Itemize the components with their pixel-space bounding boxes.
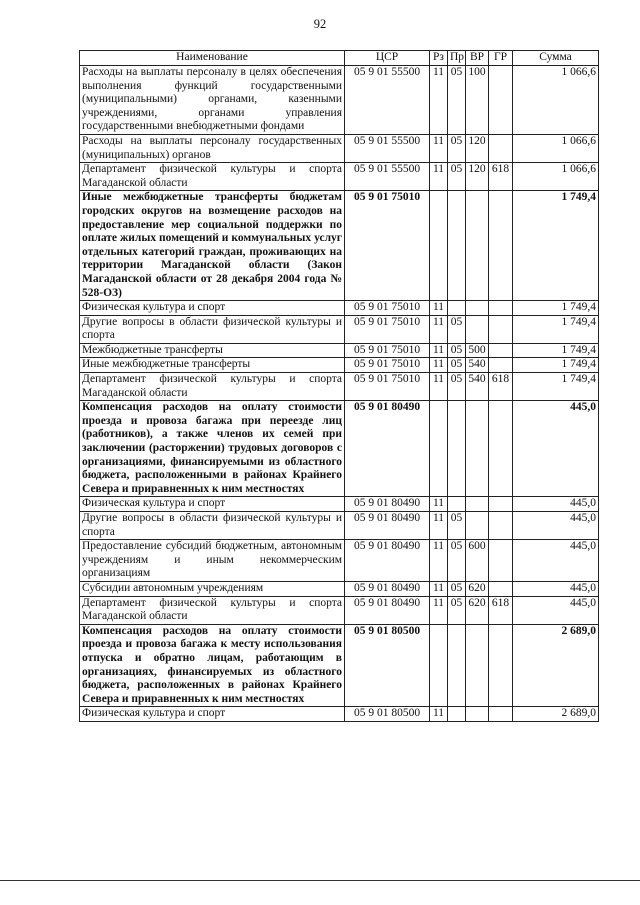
footer-rule	[0, 880, 640, 881]
cell-gr	[489, 301, 513, 316]
cell-sum: 1 749,4	[513, 358, 599, 373]
cell-sum: 1 066,6	[513, 66, 599, 135]
cell-pr: 05	[448, 315, 466, 343]
cell-rz	[430, 191, 448, 301]
cell-pr: 05	[448, 358, 466, 373]
cell-vr: 120	[466, 134, 489, 162]
table-row	[80, 373, 599, 401]
cell-gr	[489, 315, 513, 343]
table-row	[80, 581, 599, 596]
cell-name: Другие вопросы в области физической культуры и спорта	[80, 512, 345, 540]
cell-sum: 1 749,4	[513, 373, 599, 401]
cell-sum: 445,0	[513, 512, 599, 540]
cell-sum: 445,0	[513, 401, 599, 497]
cell-pr: 05	[448, 343, 466, 358]
cell-name: Иные межбюджетные трансферты бюджетам городских округов на возмещение расходов на предоставление мер социальной поддержки по оплате жилых помещений и коммунальных услуг отдельных категорий граждан, проживающих на территории Магаданской области (Закон Магаданской области от 28 декабря 2004 года № 528-ОЗ)	[80, 191, 345, 301]
cell-pr: 05	[448, 134, 466, 162]
table-row	[80, 358, 599, 373]
header-vr: ВР	[466, 51, 489, 66]
header-rz: Рз	[430, 51, 448, 66]
cell-name: Департамент физической культуры и спорта Магаданской области	[80, 596, 345, 624]
cell-sum: 445,0	[513, 540, 599, 582]
cell-pr: 05	[448, 596, 466, 624]
cell-pr: 05	[448, 163, 466, 191]
cell-sum: 2 689,0	[513, 707, 599, 722]
cell-pr	[448, 497, 466, 512]
table-header-row	[80, 51, 599, 66]
cell-name: Физическая культура и спорт	[80, 707, 345, 722]
cell-name: Другие вопросы в области физической культуры и спорта	[80, 315, 345, 343]
cell-rz: 11	[430, 358, 448, 373]
cell-rz: 11	[430, 540, 448, 582]
cell-sum: 1 749,4	[513, 343, 599, 358]
cell-gr	[489, 540, 513, 582]
table-row	[80, 624, 599, 707]
cell-gr: 618	[489, 596, 513, 624]
cell-name: Иные межбюджетные трансферты	[80, 358, 345, 373]
cell-gr	[489, 581, 513, 596]
cell-gr	[489, 512, 513, 540]
table-row	[80, 134, 599, 162]
cell-vr: 600	[466, 540, 489, 582]
cell-code: 05 9 01 80490	[345, 401, 430, 497]
cell-rz: 11	[430, 134, 448, 162]
cell-sum: 445,0	[513, 596, 599, 624]
cell-sum: 2 689,0	[513, 624, 599, 707]
cell-rz: 11	[430, 163, 448, 191]
cell-rz: 11	[430, 343, 448, 358]
cell-pr	[448, 301, 466, 316]
cell-sum: 1 066,6	[513, 163, 599, 191]
cell-rz: 11	[430, 497, 448, 512]
cell-rz: 11	[430, 301, 448, 316]
cell-gr: 618	[489, 373, 513, 401]
cell-sum: 1 749,4	[513, 301, 599, 316]
cell-code: 05 9 01 80490	[345, 512, 430, 540]
cell-sum: 1 749,4	[513, 315, 599, 343]
cell-code: 05 9 01 55500	[345, 163, 430, 191]
cell-vr	[466, 707, 489, 722]
cell-vr: 100	[466, 66, 489, 135]
cell-code: 05 9 01 55500	[345, 134, 430, 162]
cell-vr	[466, 512, 489, 540]
cell-code: 05 9 01 80490	[345, 497, 430, 512]
table-row	[80, 343, 599, 358]
cell-pr: 05	[448, 512, 466, 540]
table-row	[80, 163, 599, 191]
cell-sum: 445,0	[513, 497, 599, 512]
cell-code: 05 9 01 80490	[345, 596, 430, 624]
cell-name: Департамент физической культуры и спорта Магаданской области	[80, 373, 345, 401]
table-row	[80, 707, 599, 722]
page-number: 92	[313, 17, 327, 31]
header-code: ЦСР	[345, 51, 430, 66]
cell-rz	[430, 401, 448, 497]
cell-name: Компенсация расходов на оплату стоимости проезда и провоза багажа при переезде лиц (работников), а также членов их семей при заключении (расторжении) трудовых договоров с организациями, финансируемыми из областного бюджета, расположенными в районах Крайнего Севера и приравненных к ним местностях	[80, 401, 345, 497]
cell-code: 05 9 01 80500	[345, 707, 430, 722]
cell-vr: 540	[466, 358, 489, 373]
table-body	[80, 66, 599, 722]
cell-name: Расходы на выплаты персоналу в целях обеспечения выполнения функций государственными (муниципальными) органами, казенными учреждениями, органами управления государственными внебюджетными фондами	[80, 66, 345, 135]
cell-code: 05 9 01 80500	[345, 624, 430, 707]
table-row	[80, 191, 599, 301]
cell-vr	[466, 624, 489, 707]
cell-pr	[448, 191, 466, 301]
cell-gr	[489, 358, 513, 373]
cell-code: 05 9 01 75010	[345, 343, 430, 358]
cell-name: Департамент физической культуры и спорта Магаданской области	[80, 163, 345, 191]
cell-gr	[489, 134, 513, 162]
budget-table	[79, 50, 599, 722]
cell-vr: 120	[466, 163, 489, 191]
cell-rz: 11	[430, 512, 448, 540]
cell-gr	[489, 401, 513, 497]
cell-rz: 11	[430, 581, 448, 596]
cell-name: Компенсация расходов на оплату стоимости проезда и провоза багажа к месту использования отпуска и обратно лицам, работающим в организациях, финансируемых из областного бюджета, расположенных в районах Крайнего Севера и приравненных к ним местностях	[80, 624, 345, 707]
cell-vr: 540	[466, 373, 489, 401]
cell-sum: 445,0	[513, 581, 599, 596]
table-row	[80, 315, 599, 343]
cell-sum: 1 066,6	[513, 134, 599, 162]
cell-rz: 11	[430, 315, 448, 343]
cell-vr: 620	[466, 596, 489, 624]
table-row	[80, 540, 599, 582]
cell-vr	[466, 191, 489, 301]
table-row	[80, 301, 599, 316]
cell-sum: 1 749,4	[513, 191, 599, 301]
cell-code: 05 9 01 75010	[345, 373, 430, 401]
cell-pr: 05	[448, 373, 466, 401]
table-row	[80, 401, 599, 497]
header-sum: Сумма	[513, 51, 599, 66]
table-row	[80, 497, 599, 512]
cell-name: Субсидии автономным учреждениям	[80, 581, 345, 596]
header-pr: Пр	[448, 51, 466, 66]
cell-code: 05 9 01 75010	[345, 301, 430, 316]
cell-pr: 05	[448, 581, 466, 596]
cell-name: Межбюджетные трансферты	[80, 343, 345, 358]
cell-rz	[430, 624, 448, 707]
cell-code: 05 9 01 75010	[345, 315, 430, 343]
table-row	[80, 66, 599, 135]
header-gr: ГР	[489, 51, 513, 66]
cell-rz: 11	[430, 596, 448, 624]
cell-vr: 620	[466, 581, 489, 596]
cell-pr: 05	[448, 540, 466, 582]
cell-rz: 11	[430, 373, 448, 401]
cell-gr	[489, 66, 513, 135]
cell-gr	[489, 624, 513, 707]
cell-vr	[466, 301, 489, 316]
cell-name: Расходы на выплаты персоналу государственных (муниципальных) органов	[80, 134, 345, 162]
cell-gr	[489, 707, 513, 722]
header-name: Наименование	[80, 51, 345, 66]
cell-name: Физическая культура и спорт	[80, 497, 345, 512]
cell-code: 05 9 01 75010	[345, 358, 430, 373]
cell-gr	[489, 191, 513, 301]
cell-gr	[489, 343, 513, 358]
cell-gr: 618	[489, 163, 513, 191]
cell-pr	[448, 624, 466, 707]
cell-gr	[489, 497, 513, 512]
cell-name: Предоставление субсидий бюджетным, автономным учреждениям и иным некоммерческим организациям	[80, 540, 345, 582]
cell-vr	[466, 401, 489, 497]
cell-rz: 11	[430, 707, 448, 722]
cell-pr	[448, 401, 466, 497]
cell-rz: 11	[430, 66, 448, 135]
cell-vr	[466, 315, 489, 343]
cell-code: 05 9 01 75010	[345, 191, 430, 301]
table-row	[80, 596, 599, 624]
cell-code: 05 9 01 55500	[345, 66, 430, 135]
cell-name: Физическая культура и спорт	[80, 301, 345, 316]
cell-pr: 05	[448, 66, 466, 135]
cell-pr	[448, 707, 466, 722]
cell-code: 05 9 01 80490	[345, 540, 430, 582]
cell-code: 05 9 01 80490	[345, 581, 430, 596]
cell-vr	[466, 497, 489, 512]
cell-vr: 500	[466, 343, 489, 358]
table-row	[80, 512, 599, 540]
